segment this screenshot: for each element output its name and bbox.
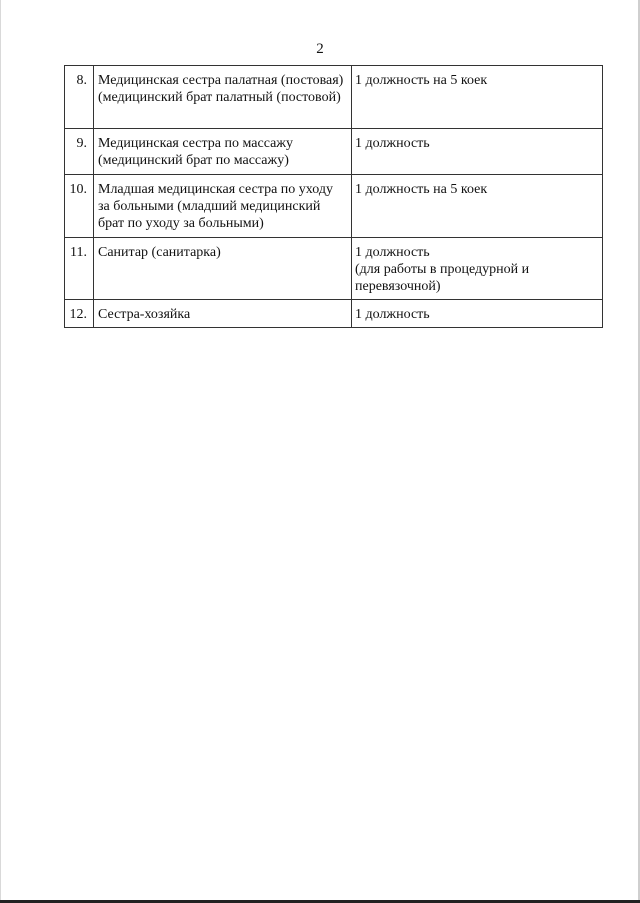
page-number: 2	[316, 41, 324, 57]
table-row	[65, 129, 603, 175]
staffing-norm	[352, 66, 603, 129]
table-row	[65, 66, 603, 129]
table-row	[65, 175, 603, 238]
norm-text: 1 должность на 5 коек	[355, 182, 488, 197]
norm-text: 1 должность	[355, 245, 430, 260]
row-number: 10.	[65, 175, 94, 238]
staffing-norm	[352, 175, 603, 238]
norm-text: 1 должность на 5 коек	[355, 73, 488, 88]
norm-text: 1 должность	[355, 307, 430, 322]
staffing-norm	[352, 238, 603, 300]
row-number: 8.	[65, 66, 94, 129]
staffing-norm	[352, 129, 603, 175]
row-number: 9.	[65, 129, 94, 175]
norm-note: (для работы в процедурной и перевязочной)	[355, 262, 530, 294]
row-number: 11.	[65, 238, 94, 300]
row-number: 12.	[65, 300, 94, 328]
table-row	[65, 300, 603, 328]
position-title: Сестра-хозяйка	[94, 300, 352, 328]
scan-edge-left	[0, 0, 1, 903]
staffing-norm	[352, 300, 603, 328]
staffing-table	[64, 65, 603, 328]
norm-text: 1 должность	[355, 136, 430, 151]
position-title: Медицинская сестра палатная (постовая) (медицинский брат палатный (постовой)	[94, 66, 352, 129]
position-title: Младшая медицинская сестра по уходу за больными (младший медицинский брат по уходу за больными)	[94, 175, 352, 238]
position-title: Санитар (санитарка)	[94, 238, 352, 300]
position-title: Медицинская сестра по массажу (медицинский брат по массажу)	[94, 129, 352, 175]
table-row	[65, 238, 603, 300]
